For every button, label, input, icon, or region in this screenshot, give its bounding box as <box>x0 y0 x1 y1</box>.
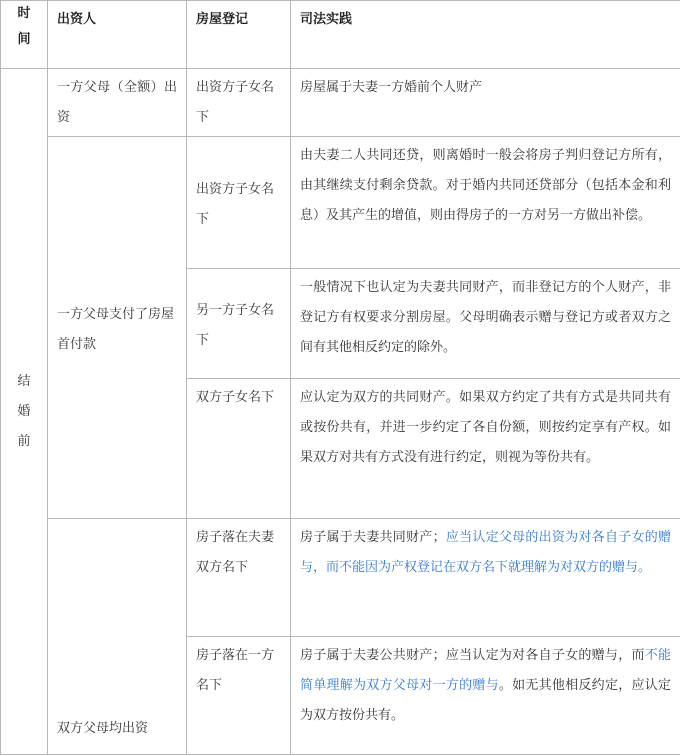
judicial-cell: 房子属于夫妻共同财产；应当认定父母的出资为对各自子女的赠与，而不能因为产权登记在双方名下就理解为对双方的赠与。 <box>291 519 680 637</box>
registration-cell: 房子落在一方名下 <box>187 637 291 755</box>
funder-cell: 一方父母（全额）出资 <box>48 69 187 137</box>
time-cell: 结 婚 前 <box>1 69 48 755</box>
header-registration: 房屋登记 <box>187 1 291 69</box>
header-funder: 出资人 <box>48 1 187 69</box>
header-time: 时 间 <box>1 1 48 69</box>
registration-cell: 房子落在夫妻双方名下 <box>187 519 291 637</box>
registration-cell: 出资方子女名下 <box>187 137 291 269</box>
table-row <box>1 137 680 269</box>
table-row <box>1 69 680 137</box>
judicial-cell: 由夫妻二人共同还贷，则离婚时一般会将房子判归登记方所有，由其继续支付剩余贷款。对于婚内共同还贷部分（包括本金和利息）及其产生的增值，则由得房子的一方对另一方做出补偿。 <box>291 137 680 269</box>
judicial-cell: 一般情况下也认定为夫妻共同财产，而非登记方的个人财产，非登记方有权要求分割房屋。父母明确表示赠与登记方或者双方之间有其他相反约定的除外。 <box>291 269 680 379</box>
header-row <box>1 1 680 69</box>
table-row <box>1 519 680 637</box>
funder-cell: 双方父母均出资 <box>48 519 187 755</box>
registration-cell: 双方子女名下 <box>187 379 291 519</box>
highlighted-text: 不能简单理解为双方父母对一方的赠与 <box>300 648 671 693</box>
funder-cell: 一方父母支付了房屋首付款 <box>48 137 187 519</box>
judicial-cell: 房子属于夫妻公共财产；应当认定为对各自子女的赠与，而不能简单理解为双方父母对一方的赠与。如无其他相反约定，应认定为双方按份共有。 <box>291 637 680 755</box>
registration-cell: 出资方子女名下 <box>187 69 291 137</box>
judicial-cell: 应认定为双方的共同财产。如果双方约定了共有方式是共同共有或按份共有，并进一步约定了各自份额，则按约定享有产权。如果双方对共有方式没有进行约定，则视为等份共有。 <box>291 379 680 519</box>
registration-cell: 另一方子女名下 <box>187 269 291 379</box>
judicial-cell: 房屋属于夫妻一方婚前个人财产 <box>291 69 680 137</box>
highlighted-text: 应当认定父母的出资为对各自子女的赠与，而不能因为产权登记在双方名下就理解为对双方的赠与。 <box>300 530 671 575</box>
header-judicial: 司法实践 <box>291 1 680 69</box>
